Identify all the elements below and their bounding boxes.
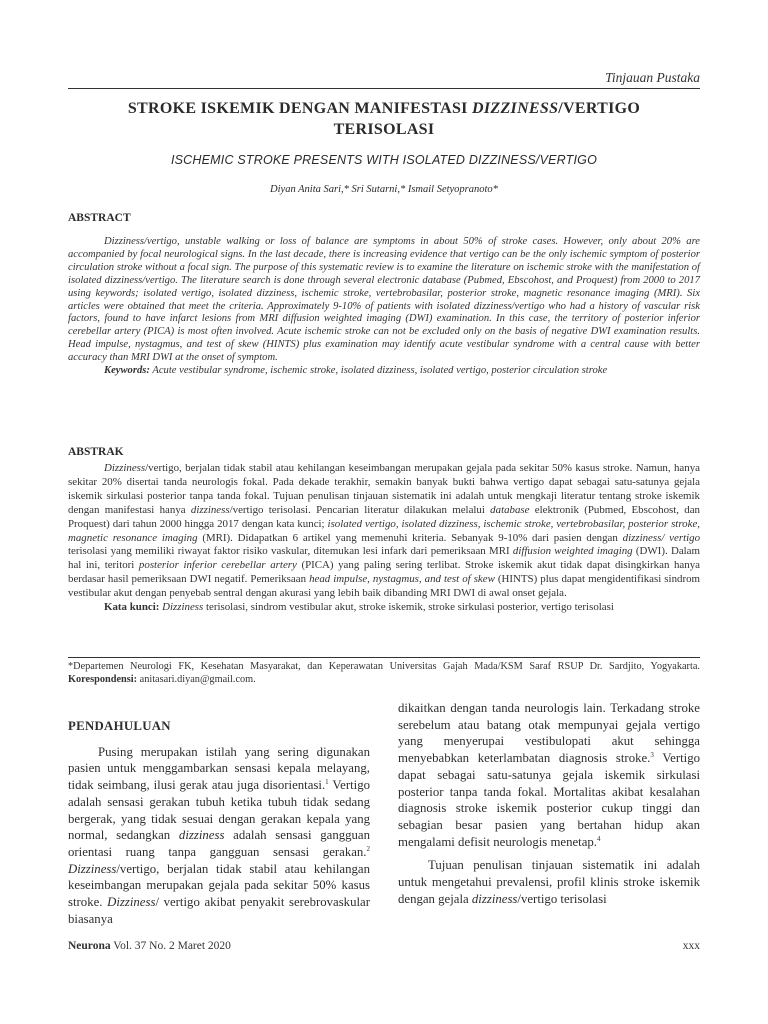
abstract-text: Dizziness/vertigo, unstable walking or loss of balance are symptoms in about 50% of stroke cases. However, only about 20% are accompanied by focal neurological signs. In the last decade, there is increasing evidence that vertigo can be the only ischemic symptom of posterior circulation stroke without a focal sign. The purpose of this systematic review is to examine the literature on ischemic stroke with the manifestation of isolated dizziness/vertigo. The literature search is done through several electronic database (Pubmed, Ebscohost, and Proquest) from 2000 to 2017 using keywords; isolated vertigo, isolated dizziness, ischemic stroke, vertebrobasilar, posterior stroke, magnetic resonance imaging (MRI). Six articles were obtained that meet the criteria. Approximately 9-10% of patients with isolated dizziness/vertigo who had a history of vascular risk factors, found to have infarct lesions from MRI diffusion weighted imaging (DWI) examination. In this case, the territory of posterior inferior cerebellar artery (PICA) is most often involved. Acute ischemic stroke can not be excluded only on the basis of negative DWI examination results. Head impulse, nystagmus, and test of skew (HINTS) plus examination may identify acute vestibular syndrome with a central cause with better accuracy than MRI DWI at the onset of symptom. bbox=[68, 236, 700, 364]
abstract-body bbox=[68, 236, 700, 378]
text-span: Pusing merupakan istilah yang sering digunakan pasien untuk menggambarkan sensasi kepala melayang, tidak seimbang, ilusi gerak atau juga disorientasi. bbox=[68, 744, 370, 793]
abstrak-span: elektronik (Pubmed, Ebscohost, dan Proquest) dari tahun 2000 hingga 2017 dengan kata kunci; bbox=[68, 503, 701, 530]
text-span: Vertigo dapat sebagai satu-satunya gejala iskemik sirkulasi posterior tanpa tanda fokal. Mortalitas akibat kesalahan diagnosis stroke iskemik posterior cukup tinggi dan sebagian besar pasien yang bertahan hidup akan mengalami defisit neurologis menetap. bbox=[398, 751, 700, 849]
title-line1-a: STROKE ISKEMIK DENGAN MANIFESTASI bbox=[127, 100, 473, 117]
abstrak-term: isolated vertigo, isolated dizziness, ischemic stroke, vertebrobasilar, posterior stroke, magnetic resonance imaging bbox=[68, 517, 701, 544]
abstrak-span: terisolasi yang memiliki riwayat faktor risiko vaskular, ditemukan lesi infark dari pemeriksaan MRI bbox=[68, 545, 513, 558]
italic-term: Dizziness bbox=[68, 861, 117, 876]
intro-paragraph-2 bbox=[398, 857, 700, 907]
abstract-divider bbox=[68, 657, 700, 658]
abstrak-body bbox=[68, 462, 700, 615]
abstrak-span: (PICA) yang paling sering terlibat. Stroke iskemik akut tidak dapat disingkirkan hanya berdasar hasil pemeriksaan DWI negatif. Pemeriksaan bbox=[68, 559, 700, 586]
keywords-text: Acute vestibular syndrome, ischemic stroke, isolated dizziness, isolated vertigo, posterior circulation stroke bbox=[152, 365, 608, 377]
abstrak-span: (MRI). Didapatkan 6 artikel yang memenuhi kriteria. Sebanyak 9-10% dari pasien dengan bbox=[197, 531, 623, 544]
text-span: adalah sensasi gangguan orientasi ruang tanpa gangguan sensasi gerakan. bbox=[68, 828, 371, 859]
title-line1-b: /VERTIGO bbox=[558, 100, 641, 117]
abstrak-term: posterior inferior cerebellar artery bbox=[138, 559, 297, 572]
abstrak-span: /vertigo, berjalan tidak stabil atau kehilangan keseimbangan merupakan gejala pada sekitar 50% kasus stroke. Namun, hanya sekitar 20% disertai tanda neurologis fokal. Pada dekade terakhir, semakin banyak bukti bahwa vertigo dapat sebagai satu-satunya gejala iskemik sirkulasi posterior tanpa tanda fokal. Tujuan penulisan tinjauan sistematik ini adalah untuk mengkaji literatur tentang stroke iskemik dengan manifestasi hanya bbox=[68, 462, 700, 516]
reference-marker: 3 bbox=[650, 751, 654, 760]
abstrak-span: (DWI). Dalam hal ini, teritori bbox=[68, 545, 700, 572]
text-span: /vertigo terisolasi bbox=[517, 891, 607, 906]
abstrak-term: database bbox=[490, 503, 530, 516]
italic-term: dizziness bbox=[178, 828, 225, 843]
article-title bbox=[68, 98, 700, 140]
running-head: Tinjauan Pustaka bbox=[605, 70, 700, 85]
body-column-right bbox=[398, 700, 700, 907]
journal-issue: Vol. 37 No. 2 Maret 2020 bbox=[110, 940, 231, 952]
kata-kunci-text: terisolasi, sindrom vestibular akut, stroke iskemik, stroke sirkulasi posterior, vertigo terisolasi bbox=[203, 601, 614, 614]
header-rule bbox=[68, 88, 700, 89]
title-line1-italic: DIZZINESS bbox=[472, 100, 559, 117]
title-line2: TERISOLASI bbox=[333, 121, 435, 138]
keywords-label: Keywords: bbox=[104, 365, 150, 377]
italic-term: Dizziness bbox=[107, 895, 156, 910]
text-span: dikaitkan dengan tanda neurologis lain. Terkadang stroke serebelum atau batang otak mempunyai gejala vertigo yang menyerupai vestibulopati akut sehingga menyebabkan keterlambatan diagnosis stroke. bbox=[398, 701, 700, 766]
correspondence-email: anitasari.diyan@gmail.com. bbox=[137, 674, 256, 686]
text-span: /vertigo, berjalan tidak stabil atau kehilangan keseimbangan merupakan gejala pada sekitar 50% kasus stroke. bbox=[68, 861, 370, 910]
abstrak-term: dizziness/ vertigo bbox=[622, 531, 701, 544]
kata-kunci-term: Dizziness bbox=[162, 601, 204, 614]
affiliation-text: *Departemen Neurologi FK, Kesehatan Masyarakat, dan Keperawatan Universitas Gajah Mada/KSM Saraf RSUP Dr. Sardjito, Yogyakarta. bbox=[68, 661, 700, 672]
journal-name: Neurona bbox=[68, 940, 111, 952]
reference-marker: 1 bbox=[325, 778, 329, 787]
text-span: / vertigo akibat penyakit serebrovaskular biasanya bbox=[68, 895, 370, 926]
intro-paragraph-1-continued bbox=[398, 700, 700, 850]
affiliation-footnote bbox=[68, 660, 700, 687]
abstrak-keywords bbox=[68, 601, 700, 615]
text-span: Vertigo adalah sensasi gerakan tubuh ketika tubuh tidak sedang bergerak, yang tidak sesuai dengan gerakan kepala yang normal, sedangkan bbox=[68, 778, 370, 843]
text-span: Tujuan penulisan tinjauan sistematik ini adalah untuk mengetahui prevalensi, profil klinis stroke iskemik dengan gejala bbox=[398, 858, 700, 906]
abstrak-term: Dizziness bbox=[104, 462, 146, 474]
page-number: xxx bbox=[682, 940, 700, 952]
abstrak-term: head impulse, nystagmus, and test of skew bbox=[309, 573, 495, 586]
reference-marker: 4 bbox=[597, 834, 601, 843]
abstrak-term: dizziness bbox=[190, 503, 230, 516]
abstract-heading: ABSTRACT bbox=[68, 212, 131, 224]
intro-paragraph-1 bbox=[68, 744, 370, 928]
abstrak-term: diffusion weighted imaging bbox=[512, 545, 633, 558]
abstrak-span: (HINTS) plus dapat mengidentifikasi sindrom vestibular akut dengan penyebab sentral dengan akurasi yang lebih baik dibanding MRI DWI di awal onset gejala. bbox=[68, 573, 700, 600]
abstrak-text bbox=[68, 462, 700, 601]
english-title: ISCHEMIC STROKE PRESENTS WITH ISOLATED DIZZINESS/VERTIGO bbox=[170, 153, 598, 167]
authors: Diyan Anita Sari,* Sri Sutarni,* Ismail Setyopranoto* bbox=[270, 184, 498, 195]
abstract-keywords bbox=[68, 365, 700, 378]
abstrak-heading: ABSTRAK bbox=[68, 446, 124, 458]
kata-kunci-label: Kata kunci: bbox=[104, 601, 160, 614]
reference-marker: 2 bbox=[366, 844, 370, 853]
journal-footer bbox=[68, 940, 231, 952]
italic-term: dizziness bbox=[471, 891, 518, 906]
section-heading-pendahuluan: PENDAHULUAN bbox=[68, 719, 171, 733]
abstrak-span: /vertigo terisolasi. Pencarian literatur dilakukan melalui bbox=[229, 503, 491, 516]
body-column-left bbox=[68, 718, 370, 927]
correspondence-label: Korespondensi: bbox=[68, 674, 138, 686]
